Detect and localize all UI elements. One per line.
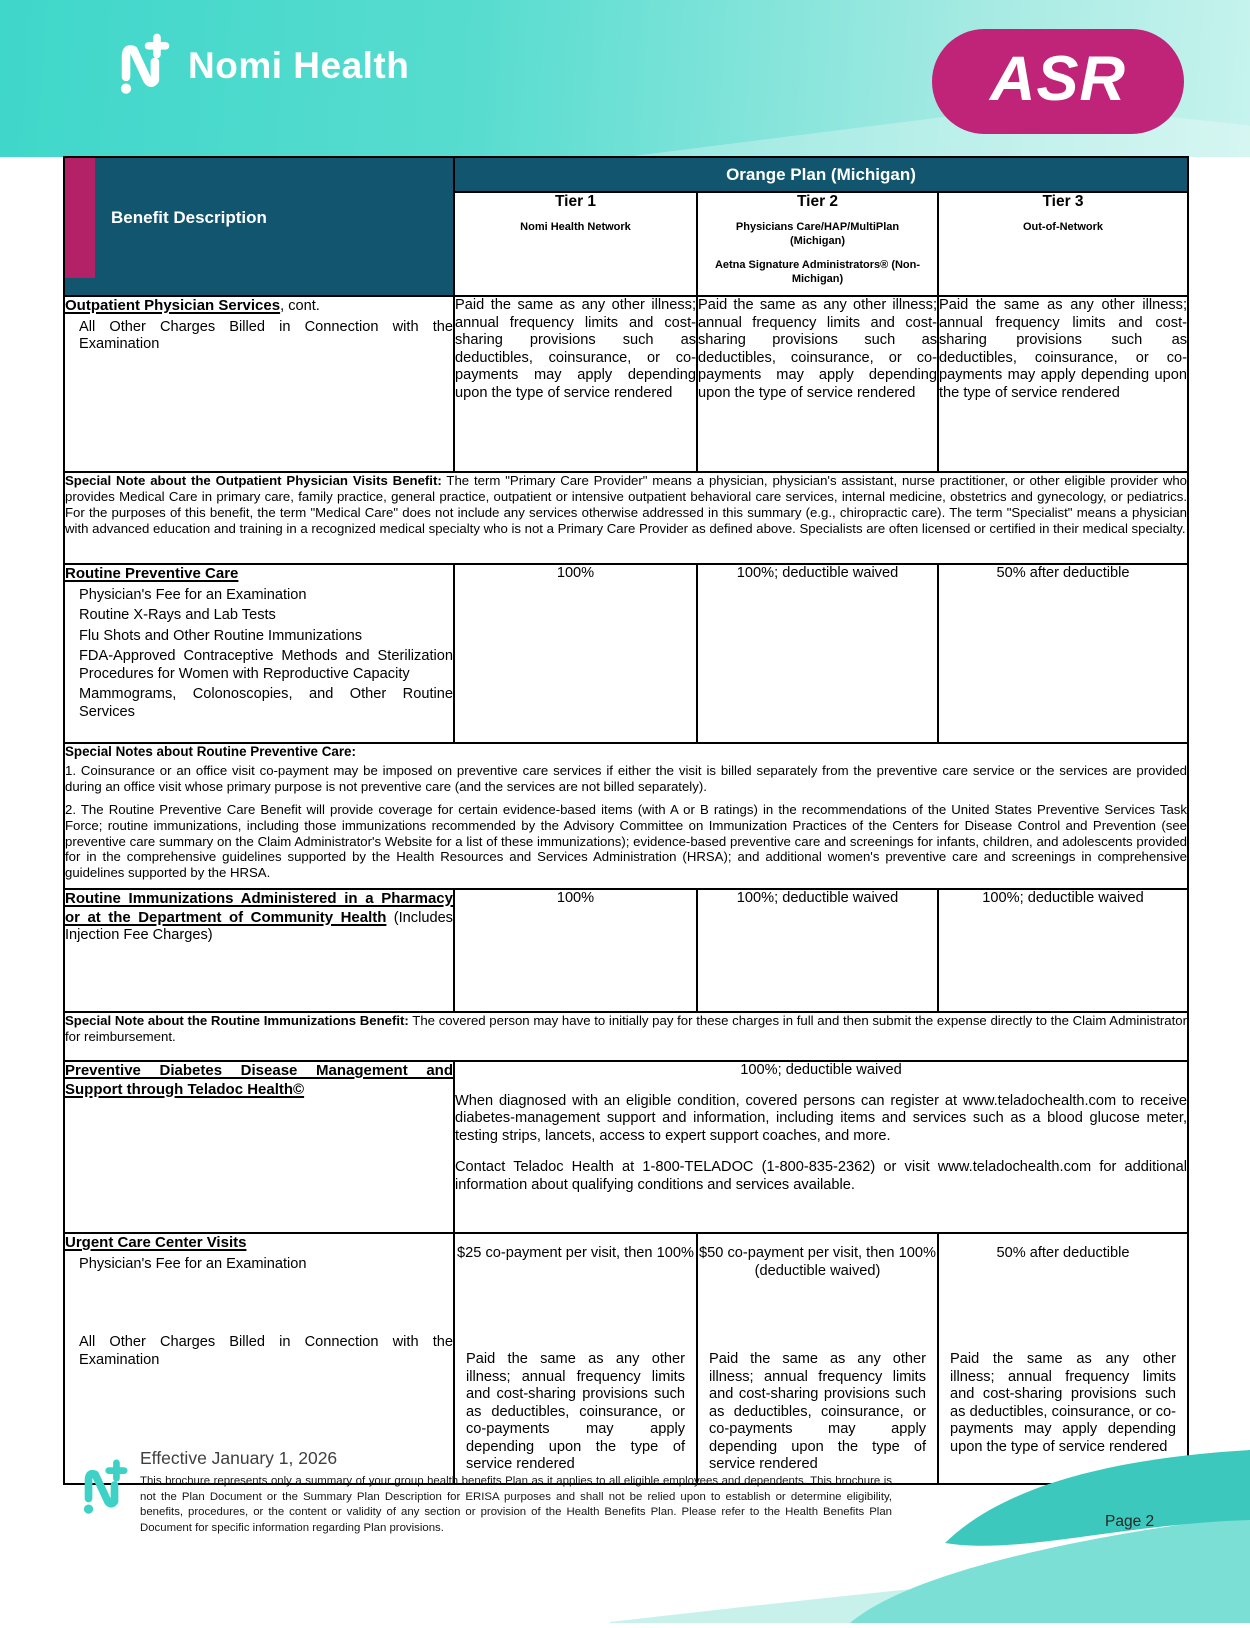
tier2-subtitle-2: Aetna Signature Administrators® (Non-Michigan) [714,258,921,285]
outpatient-item: All Other Charges Billed in Connection with the Examination [79,318,453,353]
preventive-benefit-cell [64,564,454,743]
notes-preventive-note2: 2. The Routine Preventive Care Benefit will provide coverage for certain evidence-based items (with A or B ratings) in the recommendations of the United States Preventive Services Task Force; routine immunizations, including those immunizations recommended by the Advisory Committee on Immunization Practices of the Centers for Disease Control and Prevention (see preventive care summary on the Claim Administrator's Website for a list of these immunizations); evidence-based preventive care and screenings for infants, children, and adolescents provided for in the comprehensive guidelines supported by the Health Resources and Services Administration (HRSA); and additional women's preventive care and screenings in comprehensive guidelines supported by the HRSA. [65,801,1187,881]
row-note-immunizations [64,1012,1188,1061]
asr-badge-label: ASR [989,43,1126,114]
teladoc-value-cell [454,1061,1188,1233]
notes-preventive-note1: 1. Coinsurance or an office visit co-payment may be imposed on preventive care services if either the visit is billed separately from the preventive care service or the services are provided during an office visit whose primary purpose is not preventive care (and the services are not billed separately). [65,763,1187,795]
outpatient-title: Outpatient Physician Services [65,297,281,315]
immunizations-benefit-cell [64,889,454,1012]
notes-preventive-cell [64,743,1188,889]
note-immunizations-label: Special Note about the Routine Immunizations Benefit: [65,1013,409,1029]
preventive-item-4: FDA-Approved Contraceptive Methods and Sterilization Procedures for Women with Reproductive Capacity [79,648,453,682]
asr-badge [932,29,1184,134]
preventive-tier2-value: 100%; deductible waived [697,564,938,743]
footer-disclaimer: This brochure represents only a summary of your group health benefits Plan as it applies to all eligible employees and dependents. This brochure is not the Plan Document or the Summary Plan Description for ERISA purposes and shall not be relied upon to establish or determine eligibility, benefits, procedures, or the content or validity of any section or provision of the Health Benefits Plan. Please refer to the Health Benefits Plan Document for specific information regarding Plan provisions. [140,1475,892,1535]
immunizations-tier1-value: 100% [454,889,697,1012]
tier1-title: Tier 1 [554,193,597,210]
row-notes-preventive [64,743,1188,889]
teladoc-value: 100%; deductible waived [740,1062,902,1079]
preventive-tier1-value: 100% [454,564,697,743]
nomi-logo-text: Nomi Health [188,44,410,86]
outpatient-tier3-value: Paid the same as any other illness; annual frequency limits and cost-sharing provisions such as deductibles, coinsurance, or co-payments may apply depending upon the type of service rendered [938,296,1188,472]
urgent-item-1: Physician's Fee for an Examination [79,1255,307,1272]
benefits-table [63,156,1189,1485]
teladoc-title: Preventive Diabetes Disease Management and Support through Teladoc Health© [65,1062,453,1098]
immunizations-tier3-value: 100%; deductible waived [938,889,1188,1012]
immunizations-tier2-value: 100%; deductible waived [697,889,938,1012]
urgent-item1-tier1-value: $25 co-payment per visit, then 100% [457,1245,694,1262]
table-header-row-1 [64,157,1188,192]
footer-wave [610,1393,1250,1628]
effective-date: Effective January 1, 2026 [140,1448,338,1468]
note-outpatient-cell [64,472,1188,564]
note-outpatient-label: Special Note about the Outpatient Physician Visits Benefit: [65,473,442,489]
nomi-logo-mark-icon [112,32,170,99]
urgent-item2-tier1-value: Paid the same as any other illness; annual frequency limits and cost-sharing provisions such as deductibles, coinsurance, or co-payments may apply depending upon the type of service rendered [466,1351,685,1473]
immunizations-title-suffix: (Includes Injection Fee Charges) [65,909,453,944]
top-banner [0,0,1250,157]
preventive-item-1: Physician's Fee for an Examination [79,586,307,603]
preventive-item-3: Flu Shots and Other Routine Immunizations [79,627,363,644]
teladoc-paragraph-2: Contact Teladoc Health at 1-800-TELADOC (1-800-835-2362) or visit www.teladochealth.com for additional information about qualifying conditions and services available. [455,1159,1187,1193]
outpatient-title-suffix: , cont. [280,298,320,315]
tier1-subtitle: Nomi Health Network [520,221,631,233]
urgent-item1-tier2-value: $50 co-payment per visit, then 100% (deductible waived) [699,1245,936,1279]
tier2-title: Tier 2 [796,193,839,210]
outpatient-tier2-value: Paid the same as any other illness; annual frequency limits and cost-sharing provisions such as deductibles, coinsurance, or co-payments may apply depending upon the type of service rendered [697,296,938,472]
row-immunizations [64,889,1188,1012]
urgent-item2-tier2-value: Paid the same as any other illness; annual frequency limits and cost-sharing provisions such as deductibles, coinsurance, or co-payments may apply depending upon the type of service rendered [709,1351,926,1473]
note-outpatient-text: The term "Primary Care Provider" means a physician, physician's assistant, nurse practitioner, or other eligible provider who provides Medical Care in primary care, family practice, general practice, outpatient or intensive outpatient behavioral care services, internal medicine, obstetrics and gynecology, or pediatrics. For the purposes of this benefit, the term "Medical Care" does not include any services otherwise addressed in this summary (e.g., chiropractic care). The term "Specialist" means a physician with advanced education and training in a recognized medical specialty who is not a Primary Care Provider as defined above. Specialists are often licensed or certified in their medical specialty. [65,473,1188,536]
preventive-item-5: Mammograms, Colonoscopies, and Other Routine Services [79,686,453,720]
plan-header: Orange Plan (Michigan) [454,157,1188,192]
tier2-subtitle-1: Physicians Care/HAP/MultiPlan (Michigan) [735,221,900,248]
tier1-header [454,192,697,296]
row-note-outpatient [64,472,1188,564]
benefit-description-header-cell [64,157,454,296]
urgent-item-2: All Other Charges Billed in Connection with the Examination [79,1334,453,1368]
benefit-description-header: Benefit Description [111,208,267,227]
note-immunizations-cell [64,1012,1188,1061]
magenta-accent-stripe [65,158,95,278]
preventive-title: Routine Preventive Care [65,565,239,583]
footer-nomi-mark-icon [76,1458,128,1519]
tier3-subtitle: Out-of-Network [1022,221,1104,233]
teladoc-benefit-cell [64,1061,454,1233]
note-immunizations-text: The covered person may have to initially pay for these charges in full and then submit the expense directly to the Claim Administrator for reimbursement. [65,1013,1187,1045]
nomi-logo [112,32,409,99]
urgent-title: Urgent Care Center Visits [65,1234,247,1252]
page-number: Page 2 [1105,1513,1155,1530]
tier3-header [938,192,1188,296]
urgent-item1-tier3-value: 50% after deductible [996,1245,1130,1262]
row-teladoc [64,1061,1188,1233]
outpatient-tier1-value: Paid the same as any other illness; annual frequency limits and cost-sharing provisions such as deductibles, coinsurance, or co-payments may apply depending upon the type of service rendered [454,296,697,472]
outpatient-title-line [65,297,453,316]
row-outpatient-services [64,296,1188,472]
urgent-benefit-cell [64,1233,454,1484]
outpatient-benefit-cell [64,296,454,472]
notes-preventive-label: Special Notes about Routine Preventive Care: [65,744,356,760]
teladoc-paragraph-1: When diagnosed with an eligible condition, covered persons can register at www.teladochealth.com to receive diabetes-management support and information, including items and services such as a blood glucose meter, testing strips, lancets, access to expert support coaches, and more. [455,1092,1187,1144]
row-preventive-care [64,564,1188,743]
preventive-item-2: Routine X-Rays and Lab Tests [79,607,276,624]
preventive-tier3-value: 50% after deductible [938,564,1188,743]
immunizations-title: Routine Immunizations Administered in a Pharmacy or at the Department of Community Health [65,890,453,926]
urgent-item2-tier3-value: Paid the same as any other illness; annual frequency limits and cost-sharing provisions such as deductibles, coinsurance, or co-payments may apply depending upon the type of service rendered [950,1351,1176,1455]
tier2-header [697,192,938,296]
tier3-title: Tier 3 [1042,193,1084,210]
